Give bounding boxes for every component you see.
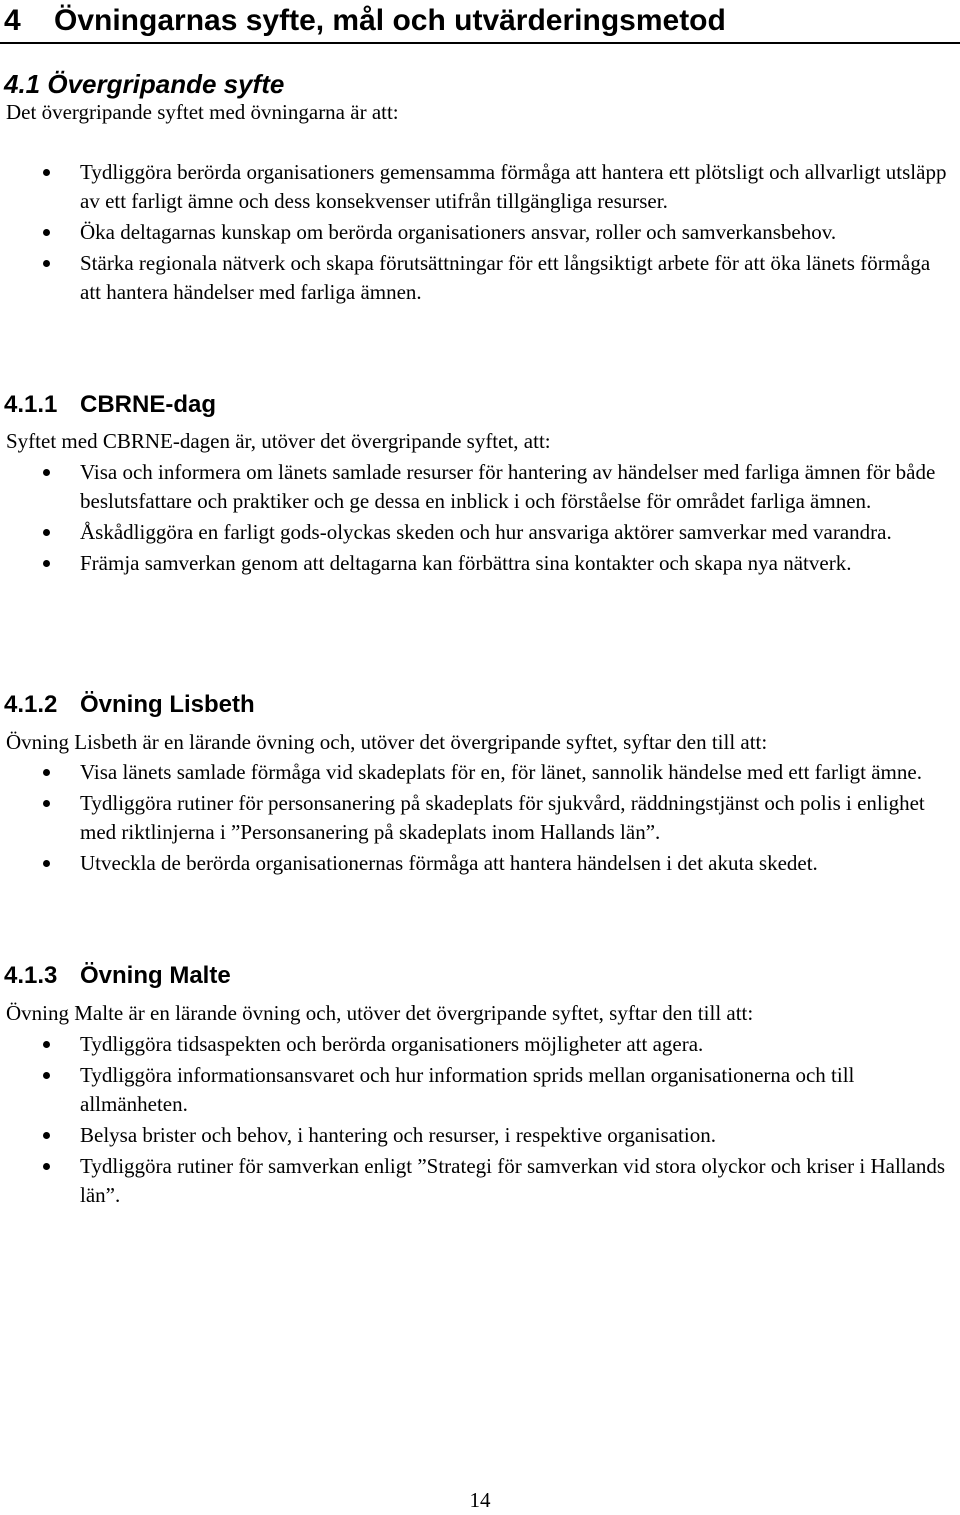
list-item-text: Främja samverkan genom att deltagarna kan förbättra sina kontakter och skapa nya nätverk. xyxy=(80,551,852,575)
list-item-text: Visa länets samlade förmåga vid skadeplats för en, för länet, sannolik händelse med ett farligt ämne. xyxy=(80,760,922,784)
list-item xyxy=(0,218,955,247)
chapter-heading-rule xyxy=(0,42,960,44)
list-item-text: Öka deltagarnas kunskap om berörda organisationers ansvar, roller och samverkansbehov. xyxy=(80,220,837,244)
list-item-text: Tydliggöra rutiner för personsanering på skadeplats för sjukvård, räddningstjänst och polis i enlighet med riktlinjerna i ”Personsanering på skadeplats inom Hallands län”. xyxy=(80,791,925,844)
list-item xyxy=(0,158,955,216)
bullet-icon xyxy=(43,229,50,236)
bullet-icon xyxy=(43,1132,50,1139)
section-4-1-2-bullet-list xyxy=(0,758,955,880)
bullet-icon xyxy=(43,1072,50,1079)
section-title: CBRNE-dag xyxy=(80,391,216,418)
section-4-1-3-bullet-list xyxy=(0,1030,955,1212)
list-item-text: Stärka regionala nätverk och skapa förutsättningar för ett långsiktigt arbete för att öka länets förmåga att hantera händelser med farliga ämnen. xyxy=(80,251,931,304)
section-4-1-intro: Det övergripande syftet med övningarna är att: xyxy=(6,100,399,124)
section-title: Övning Malte xyxy=(80,962,231,989)
list-item-text: Visa och informera om länets samlade resurser för hantering av händelser med farliga ämnen för både beslutsfattare och praktiker och ge dessa en inblick i och förståelse för området farliga ämnen. xyxy=(80,460,936,513)
bullet-icon xyxy=(43,169,50,176)
section-4-1-1-intro: Syftet med CBRNE-dagen är, utöver det övergripande syftet, att: xyxy=(6,429,551,453)
bullet-icon xyxy=(43,769,50,776)
bullet-icon xyxy=(43,560,50,567)
list-item xyxy=(0,518,955,547)
list-item xyxy=(0,849,955,878)
page-number: 14 xyxy=(469,1488,491,1512)
list-item-text: Belysa brister och behov, i hantering och resurser, i respektive organisation. xyxy=(80,1123,716,1147)
chapter-number: 4 xyxy=(4,4,21,37)
bullet-icon xyxy=(43,1163,50,1170)
list-item xyxy=(0,1030,955,1059)
section-heading-4-1-3 xyxy=(4,960,231,992)
list-item xyxy=(0,1061,955,1119)
list-item xyxy=(0,1152,955,1210)
section-heading-4-1-2 xyxy=(4,689,255,721)
bullet-icon xyxy=(43,860,50,867)
chapter-title: Övningarnas syfte, mål och utvärderingsmetod xyxy=(54,4,726,37)
bullet-icon xyxy=(43,1041,50,1048)
bullet-icon xyxy=(43,260,50,267)
list-item xyxy=(0,458,955,516)
list-item xyxy=(0,1121,955,1150)
section-4-1-1-bullet-list xyxy=(0,458,955,580)
bullet-icon xyxy=(43,529,50,536)
section-4-1-3-intro: Övning Malte är en lärande övning och, utöver det övergripande syftet, syftar den till att: xyxy=(6,1001,754,1025)
bullet-icon xyxy=(43,469,50,476)
section-4-1-bullet-list xyxy=(0,158,955,309)
list-item xyxy=(0,758,955,787)
chapter-heading xyxy=(4,2,956,40)
list-item-text: Tydliggöra informationsansvaret och hur information sprids mellan organisationerna och till allmänheten. xyxy=(80,1063,855,1116)
section-number: 4.1.2 xyxy=(4,691,58,718)
list-item-text: Utveckla de berörda organisationernas förmåga att hantera händelsen i det akuta skedet. xyxy=(80,851,818,875)
list-item xyxy=(0,249,955,307)
list-item-text: Tydliggöra tidsaspekten och berörda organisationers möjligheter att agera. xyxy=(80,1032,704,1056)
list-item-text: Åskådliggöra en farligt gods-olyckas skeden och hur ansvariga aktörer samverkar med varandra. xyxy=(80,520,892,544)
section-number: 4.1.1 xyxy=(4,391,58,418)
list-item xyxy=(0,549,955,578)
list-item-text: Tydliggöra berörda organisationers gemensamma förmåga att hantera ett plötsligt och allvarligt utsläpp av ett farligt ämne och dess konsekvenser utifrån tillgängliga resurser. xyxy=(80,160,947,213)
list-item xyxy=(0,789,955,847)
section-title: Övning Lisbeth xyxy=(80,691,255,718)
section-number: 4.1.3 xyxy=(4,962,58,989)
section-heading-4-1-1 xyxy=(4,389,216,421)
section-heading-4-1: 4.1 Övergripande syfte xyxy=(4,69,285,99)
list-item-text: Tydliggöra rutiner för samverkan enligt ”Strategi för samverkan vid stora olyckor och kriser i Hallands län”. xyxy=(80,1154,946,1207)
bullet-icon xyxy=(43,800,50,807)
section-4-1-2-intro: Övning Lisbeth är en lärande övning och, utöver det övergripande syftet, syftar den till att: xyxy=(6,730,768,754)
